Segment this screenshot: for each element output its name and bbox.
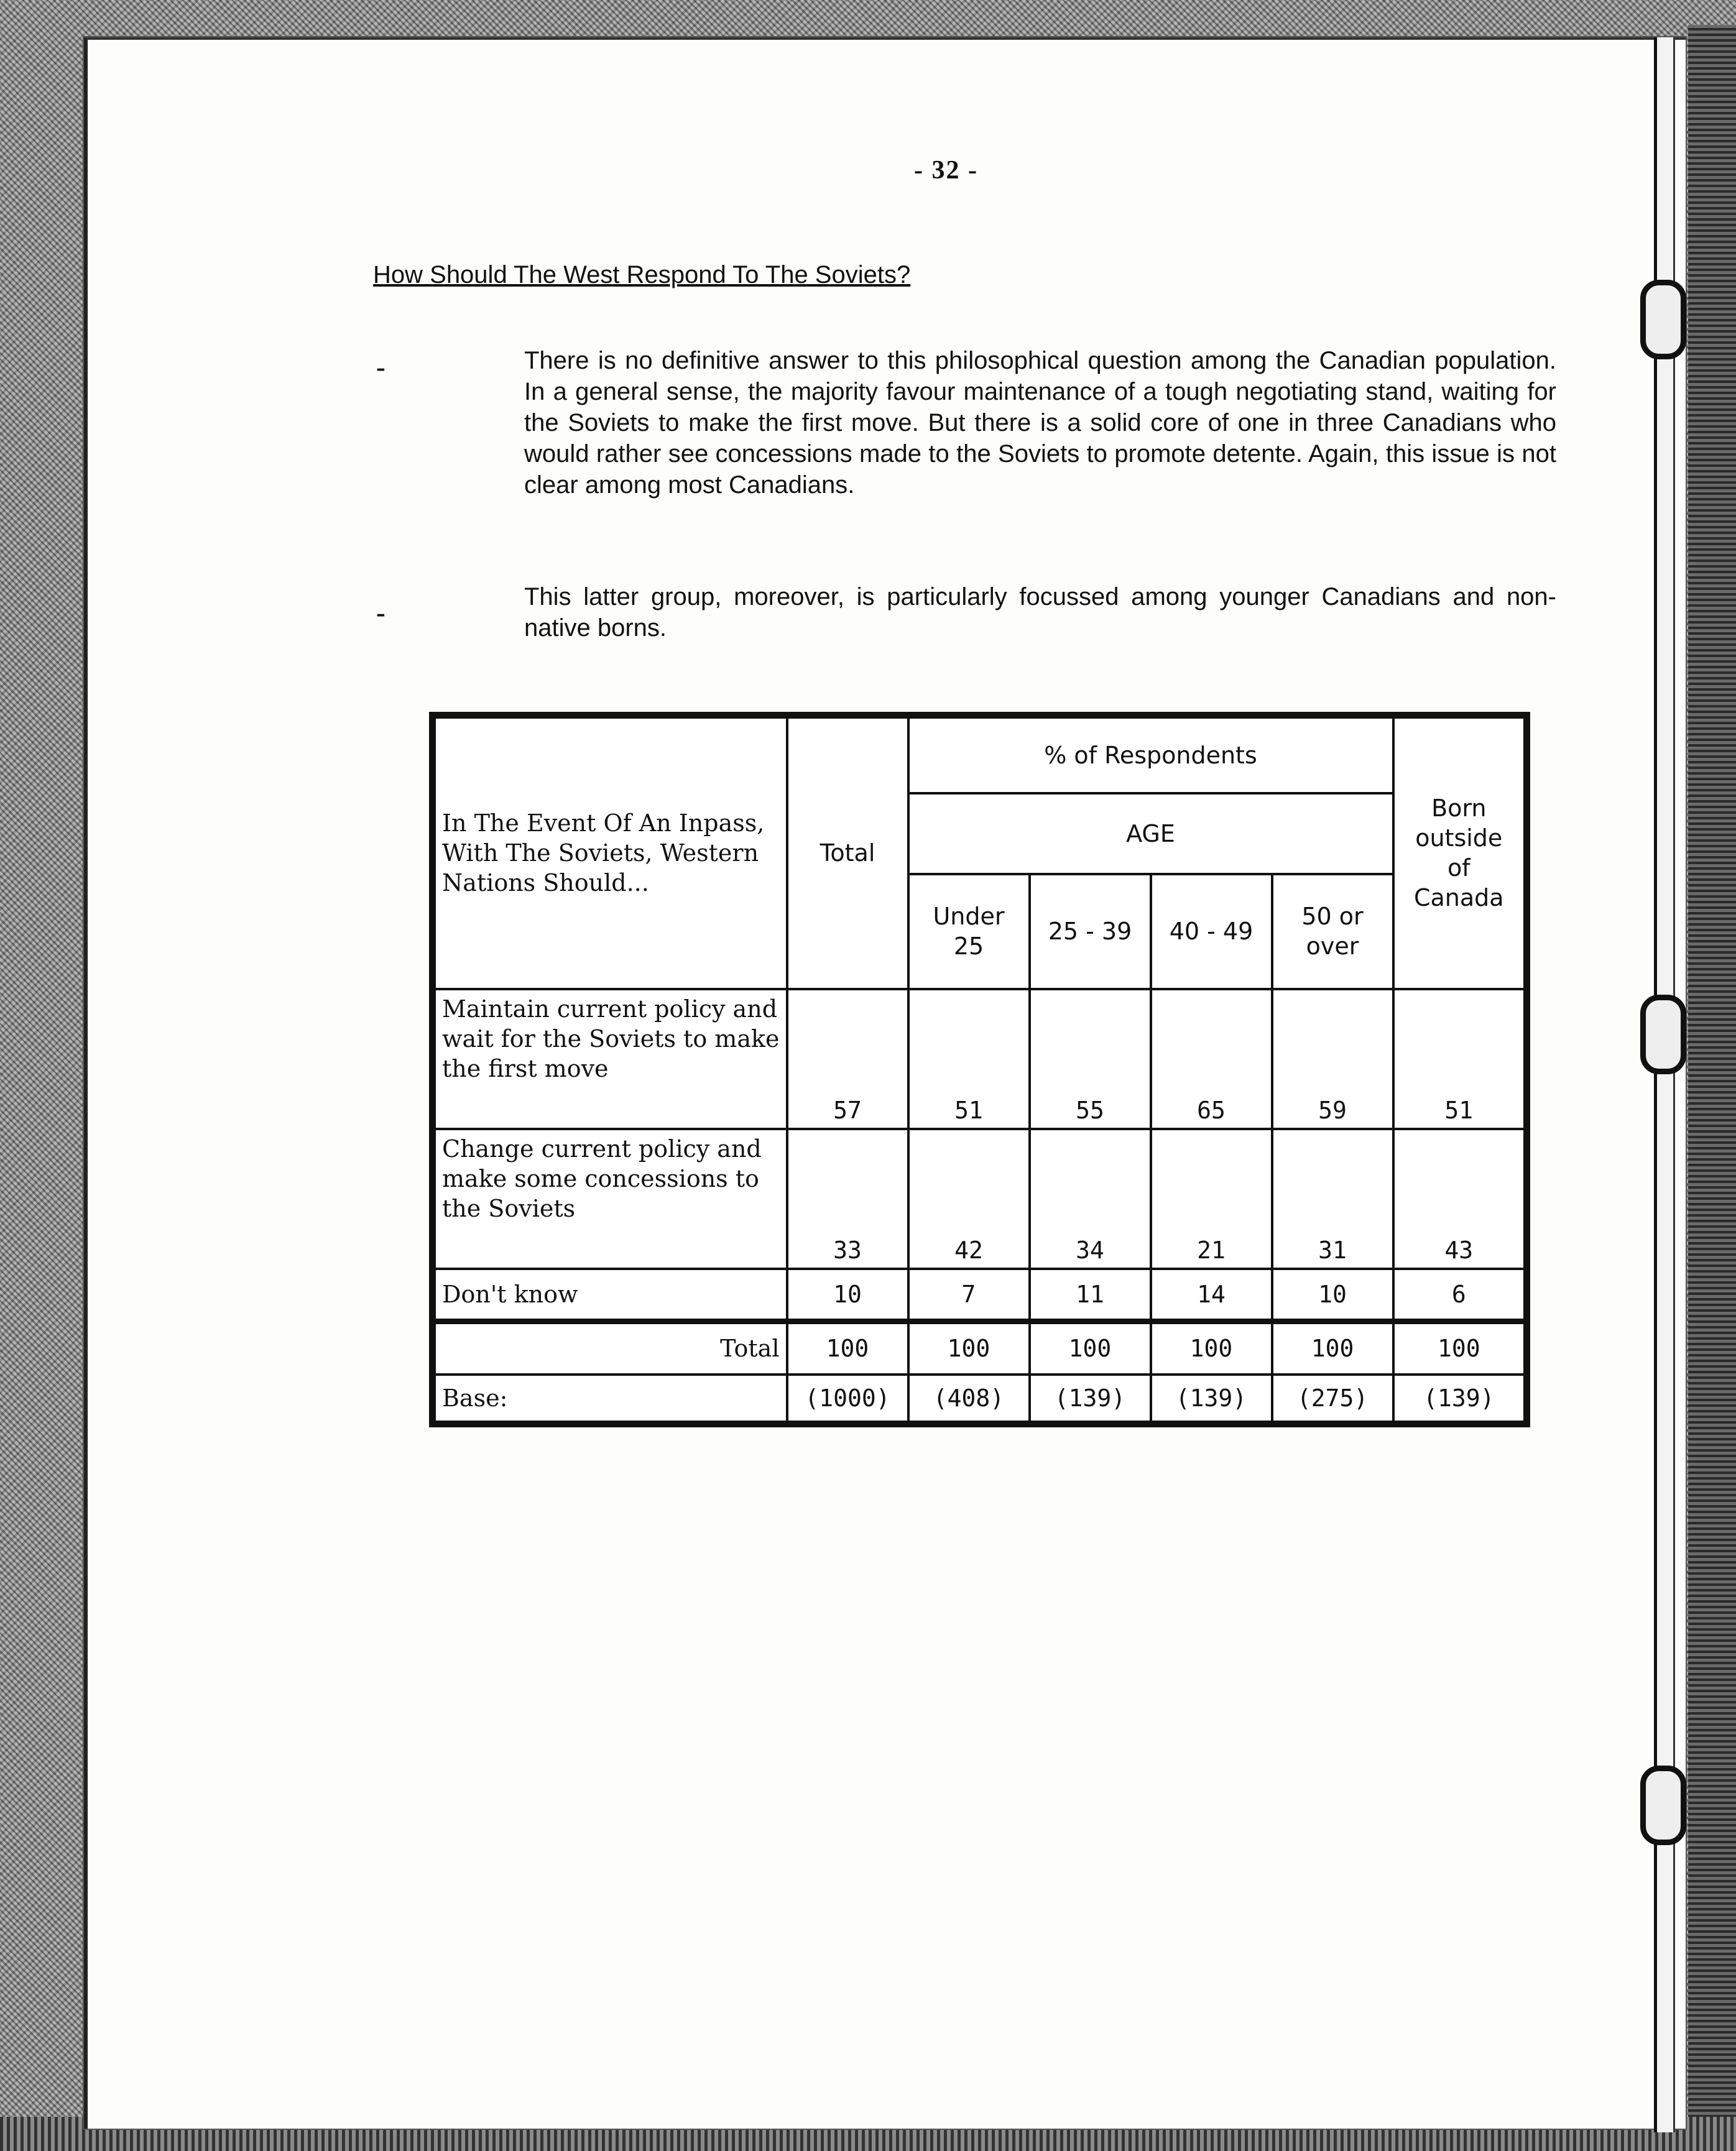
cell-born-outside: 6 (1393, 1269, 1527, 1322)
bullet-dash-2: - (376, 597, 386, 628)
results-table (429, 712, 1530, 1427)
question-header: In The Event Of An Inpass, With The Soviets, Western Nations Should... (433, 716, 787, 989)
cell-40-49: (139) (1151, 1375, 1272, 1424)
cell-25-39: 100 (1030, 1322, 1151, 1375)
age-header: AGE (908, 793, 1393, 874)
cell-under-25: (408) (908, 1375, 1030, 1424)
header-row-1 (433, 716, 1527, 793)
paragraph-1: There is no definitive answer to this philosophical question among the Canadian population. In a general sense, the majority favour maintenance of a tough negotiating stand, waiting for the Soviets to make the first move. But there is a solid core of one in three Canadians who would rather see concessions made to the Soviets to promote detente. Again, this issue is not clear among most Canadians. (524, 347, 1556, 499)
table-row (433, 1129, 1527, 1269)
cell-40-49: 21 (1151, 1129, 1272, 1269)
cell-born-outside: 51 (1393, 989, 1527, 1129)
row-label: Don't know (433, 1269, 787, 1322)
cell-born-outside: 100 (1393, 1322, 1527, 1375)
cell-50-over: (275) (1272, 1375, 1393, 1424)
scan-right-edge (1688, 25, 1736, 2151)
paragraph-2: This latter group, moreover, is particularly focussed among younger Canadians and non-native borns. (524, 583, 1556, 642)
cell-total: 33 (787, 1129, 908, 1269)
base-row-label: Base: (433, 1375, 787, 1424)
cell-25-39: (139) (1030, 1375, 1151, 1424)
cell-born-outside: (139) (1393, 1375, 1527, 1424)
age-col-50-over: 50 or over (1272, 874, 1393, 989)
cell-50-over: 31 (1272, 1129, 1393, 1269)
cell-total: 57 (787, 989, 908, 1129)
age-col-25-39: 25 - 39 (1030, 874, 1151, 989)
cell-25-39: 55 (1030, 989, 1151, 1129)
table-row (433, 1269, 1527, 1322)
cell-40-49: 65 (1151, 989, 1272, 1129)
binder-ring-bottom (1640, 1766, 1686, 1845)
cell-born-outside: 43 (1393, 1129, 1527, 1269)
cell-under-25: 100 (908, 1322, 1030, 1375)
cell-total: (1000) (787, 1375, 908, 1424)
row-label: Change current policy and make some concessions to the Soviets (433, 1129, 787, 1269)
cell-total: 100 (787, 1322, 908, 1375)
binder-ring-top (1640, 280, 1686, 359)
total-header: Total (787, 716, 908, 989)
total-row (433, 1322, 1527, 1375)
cell-total: 10 (787, 1269, 908, 1322)
born-outside-header: Born outside of Canada (1393, 716, 1527, 989)
cell-40-49: 14 (1151, 1269, 1272, 1322)
cell-under-25: 7 (908, 1269, 1030, 1322)
section-heading: How Should The West Respond To The Soviets? (373, 261, 911, 288)
cell-50-over: 100 (1272, 1322, 1393, 1375)
respondents-header: % of Respondents (908, 716, 1393, 793)
page-number: - 32 - (914, 156, 978, 185)
cell-40-49: 100 (1151, 1322, 1272, 1375)
cell-25-39: 34 (1030, 1129, 1151, 1269)
row-label: Maintain current policy and wait for the Soviets to make the first move (433, 989, 787, 1129)
age-col-under-25: Under 25 (908, 874, 1030, 989)
cell-50-over: 59 (1272, 989, 1393, 1129)
cell-under-25: 42 (908, 1129, 1030, 1269)
cell-under-25: 51 (908, 989, 1030, 1129)
bullet-dash-1: - (376, 352, 386, 382)
table-row (433, 989, 1527, 1129)
binder-ring-middle (1640, 995, 1686, 1074)
age-col-40-49: 40 - 49 (1151, 874, 1272, 989)
total-row-label: Total (433, 1322, 787, 1375)
base-row (433, 1375, 1527, 1424)
cell-25-39: 11 (1030, 1269, 1151, 1322)
cell-50-over: 10 (1272, 1269, 1393, 1322)
